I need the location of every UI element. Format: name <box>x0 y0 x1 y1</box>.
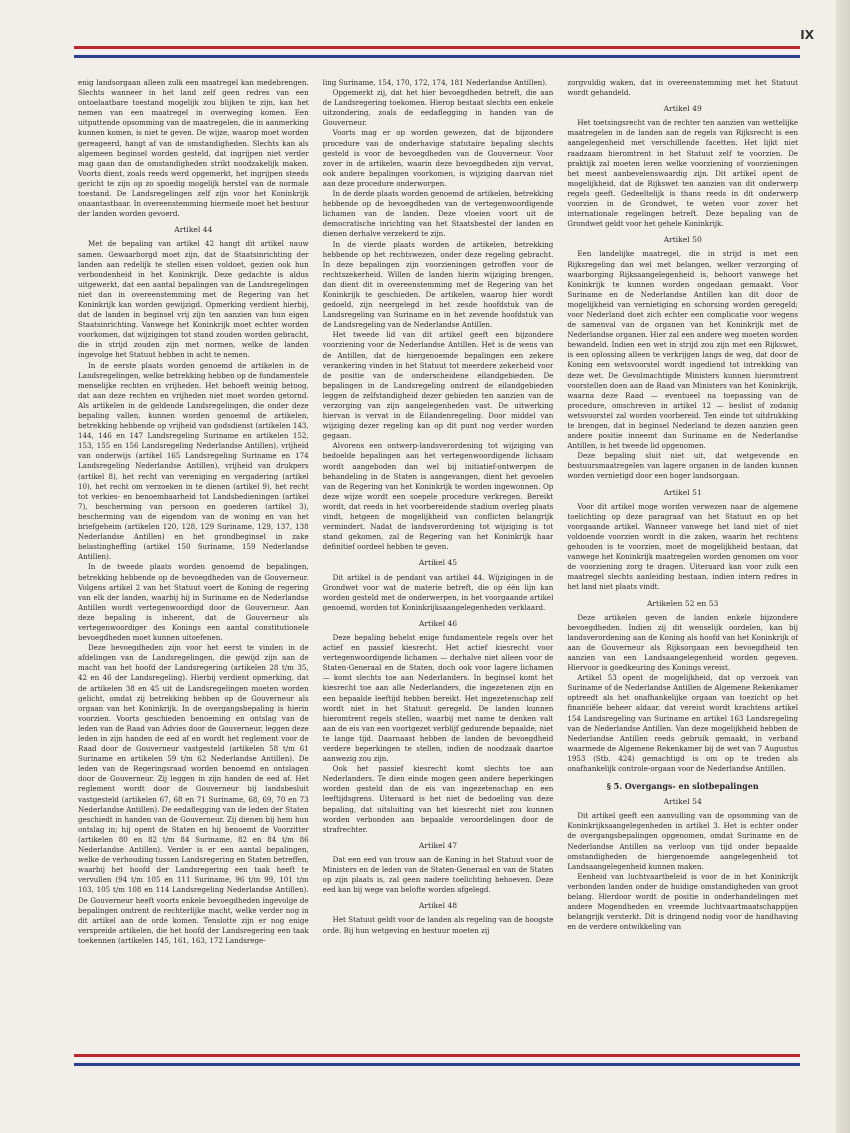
paragraph: Alvorens een ontwerp-landsverordening tot wijziging van bedoelde bepalingen aan het vertegenwoordigende lichaam wordt aangeboden dan wel bij initiatief-ontwerpen de behandeling in de Staten is aangevangen, dient het gevoelen van de Regering van het Koninkrijk te worden ingewonnen. Op deze wijze wordt een soepele procedure verkregen. Bereikt wordt, dat reeds in het voorbereidende stadium overleg plaats vindt, hetgeen de mogelijkheid van conflicten belangrijk vermindert. Nadat de landsverordening tot wijziging is tot stand gekomen, zal de Regering van het Koninkrijk haar definitief oordeel hebben te geven. <box>322 441 554 552</box>
page-edge-shadow <box>836 0 850 1133</box>
paragraph: Dat een eed van trouw aan de Koning in het Statuut voor de Ministers en de leden van de Staten-Generaal en van de Staten op zijn plaats is, zal geen nadere toelichting behoeven. Deze eed kan bij wege van belofte worden afgelegd. <box>322 854 554 895</box>
column-left <box>78 78 309 1050</box>
paragraph: Het Statuut geldt voor de landen als regeling van de hoogste orde. Bij hun wetgeving en bestuur moeten zij <box>322 915 554 935</box>
article-heading: Artikel 54 <box>663 797 702 807</box>
paragraph: Voorts mag er op worden gewezen, dat de bijzondere procedure van de onderhavige statutaire bepaling slechts gesteld is voor de bevoegdheden van de Gouverneur. Voor zover in de artikelen, waarin deze bevoegdheden zijn vervat, ook andere bepalingen voorkomen, is wijziging daarvan niet aan deze procedure onderworpen. <box>322 128 554 188</box>
blue-stripe <box>74 1063 800 1066</box>
article-heading: Artikel 51 <box>663 487 702 497</box>
article-heading: Artikel 45 <box>418 558 458 568</box>
article-heading: Artikel 48 <box>418 901 458 911</box>
paragraph: ling Suriname, 154, 170, 172, 174, 181 Nederlandse Antillen). <box>322 78 548 87</box>
page-number: IX <box>800 28 814 42</box>
paragraph: In de derde plaats worden genoemd de artikelen, betrekking hebbende op de bevoegdheden van de vertegenwoordigende lichamen van de landen. Deze vloeien voort uit de democratische inrichting van het Staatsbestel der landen en dienen derhalve verzekerd te zijn. <box>322 189 554 239</box>
top-tricolor-rule <box>74 46 800 60</box>
paragraph: Het tweede lid van dit artikel geeft een bijzondere voorziening voor de Nederlandse Antillen. Het is de wens van de Antillen, dat de hiergenoemde bepalingen een zekere verankering vinden in het Statuut tot meerdere zekerheid voor de positie van de onderscheidene eilandgebieden. De bepalingen in de Landsregeling omtrent de eilandgebieden leggen de zelfstandigheid dezer gebieden ten aanzien van de verzorging van zijn aangelegenheden vast. De uitwerking hiervan is vervat in de Eilandenregeling. Door middel van wijziging dezer regeling kan op dit punt nog verder worden gegaan. <box>322 330 554 441</box>
paragraph: Artikel 53 opent de mogelijkheid, dat op verzoek van Suriname of de Nederlandse Antillen de Algemene Rekenkamer optreedt als het onafhankelijke orgaan van toezicht op het financiële beheer aldaar, dat vereist wordt krachtens artikel 154 Landsregeling van Suriname en artikel 163 Landsregeling van de Nederlandse Antillen. Van deze mogelijkheid hebben de Nederlandse Antillen reeds gebruik gemaakt, in verband waarmede de Algemene Rekenkamer bij de wet van 7 Augustus 1953 (Stb. 424) gemachtigd is om op te treden als onafhankelijk controle-orgaan voor de Nederlandse Antillen. <box>567 673 799 773</box>
paragraph: enig landsorgaan alleen zulk een maatregel kan medebrengen. Slechts wanneer in het land zelf geen redres van een ontoelaatbare toestand mogelijk zou blijken te zijn, kan het nemen van een maatregel in overweging komen. Een uitputtende opsomming van de maatregelen, die in aanmerking kunnen komen, is niet te geven. De wijze, waarop moet worden gereageerd, hangt af van de omstandigheden. Slechts kan als algemeen beginsel worden gesteld, dat ingrijpen niet verder mag gaan dan de omstandigheden strikt noodzakelijk maken. Voorts dient, zoals reeds werd opgemerkt, het ingrijpen steeds gericht te zijn op zo spoedig mogelijk herstel van de normale toestand. De Landsregelingen zelf zijn voor het Koninkrijk onaantastbaar. In overeenstemming hiermede moet het bestuur der landen worden gevoerd. <box>78 78 309 219</box>
paragraph: Een landelijke maatregel, die in strijd is met een Rijksregeling dan wel met belangen, welker verzorging of waarborging Rijksaangelegenheid is, behoort vanwege het Koninkrijk te kunnen worden ongedaan gemaakt. Voor Suriname en de Nederlandse Antillen kan dit door de mogelijkheid van vernietiging en schorsing worden geregeld; voor Nederland doet zich echter een complicatie voor wegens de samenval van de organen van het Koninkrijk met de Nederlandse organen. Hier zal een andere weg moeten worden bewandeld. Indien een wet in strijd zou zijn met een Rijkswet, is een oplossing alleen te verkrijgen langs de weg, dat door de Koning een wetsvoorstel wordt ingediend tot intrekking van deze wet. De Gevolmachtigde Ministers kunnen hieromtrent voorstellen doen aan de Raad van Ministers van het Koninkrijk, waarna deze Raad — eventueel na toepassing van de procedure, omschreven in artikel 12 — beslist of zodanig wetsvoorstel zal worden voorbereid. Ten einde tot uitdrukking te brengen, dat in beginsel Nederland te dezen aanzien geen andere positie inneemt dan Suriname en de Nederlandse Antillen, is het tweede lid opgenomen. <box>567 249 799 451</box>
paragraph: In de tweede plaats worden genoemd de bepalingen, betrekking hebbende op de bevoegdheden van de Gouverneur. Volgens artikel 2 van het Statuut voert de Koning de regering van elk der landen, waarbij hij in Suriname en de Nederlandse Antillen wordt vertegenwoordigd door de Gouverneur. Aan deze bepaling is inherent, dat de Gouverneur als vertegenwoordiger des Konings een aantal constitutionele bevoegdheden moet kunnen uitoefenen. <box>78 562 309 643</box>
paragraph: zorgvuldig waken, dat in overeenstemming met het Statuut wordt gehandeld. <box>567 78 799 98</box>
red-stripe <box>74 1054 800 1057</box>
section-heading: § 5. Overgangs- en slotbepalingen <box>606 781 759 792</box>
text-columns <box>78 78 798 1050</box>
paragraph: Voor dit artikel moge worden verwezen naar de algemene toelichting op deze paragraaf van het Statuut en op het voorgaande artikel. Wanneer vanwege het land niet of niet voldoende voorzien wordt in die zaken, waarin het rechtens gehouden is te voorzien, moet de mogelijkheid bestaan, dat vanwege het Koninkrijk maatregelen worden genomen om voor de voorziening zorg te dragen. Uiteraard kan voor zulk een maatregel slechts aanleiding bestaan, indien intern redres in het land niet plaats vindt. <box>567 501 799 592</box>
paragraph: Dit artikel is de pendant van artikel 44. Wijzigingen in de Grondwet voor wat de materie betreft, die op één lijn kan worden gesteld met de onderwerpen, in het voorgaande artikel genoemd, worden tot Koninkrijksaangelegenheden verklaard. <box>322 572 554 612</box>
paragraph: Ook het passief kiesrecht komt slechts toe aan Nederlanders. Te dien einde mogen geen andere beperkingen worden gesteld dan de eis van ingezetenschap en een leeftijdsgrens. Uiteraard is het niet de bedoeling van deze bepaling, dat uitsluiting van het kiesrecht niet zou kunnen worden verbonden aan bepaalde veroordelingen door de strafrechter. <box>322 764 554 834</box>
paragraph: Dit artikel geeft een aanvulling van de opsomming van de Koninkrijksaangelegenheden in artikel 3. Het is echter onder de overgangsbepalingen opgenomen, omdat Suriname en de Nederlandse Antillen na verloop van tijd onder bepaalde omstandigheden de hiergenoemde aangelegenheid tot Landsaangelegenheid kunnen maken. <box>567 811 799 871</box>
paragraph: In de vierde plaats worden de artikelen, betrekking hebbende op het rechtswezen, onder deze regeling gebracht. In deze bepalingen zijn voorzieningen getroffen voor de rechtszekerheid. Willen de landen hierin wijziging brengen, dan dient dit in overeenstemming met de Regering van het Koninkrijk te geschieden. De artikelen, waarop hier wordt gedoeld, zijn neergelegd in het zesde hoofdstuk van de Landsregeling van Suriname en in het zevende hoofdstuk van de Landsregeling van de Nederlandse Antillen. <box>322 239 554 330</box>
paragraph: Met de bepaling van artikel 42 hangt dit artikel nauw samen. Gewaarborgd moet zijn, dat de Staatsinrichting der landen aan redelijk te stellen eisen voldoet, gezien ook hun verbondenheid in het Koninkrijk. Deze gedachte is aldus uitgewerkt, dat een aantal bepalingen van de Landsregelingen niet dan in overeenstemming met de Regering van het Koninkrijk kan worden gewijzigd. Opmerking verdient hierbij, dat de landen in beginsel vrij zijn ten aanzien van hun eigen Staatsinrichting. Vanwege het Koninkrijk moet echter worden voorkomen, dat wijzigingen tot stand zouden worden gebracht, die in strijd zouden zijn met normen, welke de landen ingevolge het Statuut hebben in acht te nemen. <box>78 239 309 360</box>
paragraph: In de eerste plaats worden genoemd de artikelen in de Landsregelingen, welke betrekking hebben op de fundamentele menselijke rechten en vrijheden. Het behoeft weinig betoog, dat aan deze rechten en vrijheden niet moet worden getornd. Als artikelen in de geldende Landsregelingen, die onder deze bepaling vallen, kunnen worden genoemd de artikelen, betrekking hebbende op vrijheid van godsdienst (artikelen 143, 144, 146 en 147 Landsregeling Suriname en artikelen 152, 153, 155 en 156 Landsregeling Nederlandse Antillen), vrijheid van onderwijs (artikel 165 Landsregeling Suriname en 174 Landsregeling Nederlandse Antillen), vrijheid van drukpers (artikel 8), het recht van vereniging en vergadering (artikel 10), het recht om verzoeken in te dienen (artikel 9), het recht tot verkies- en benoembaarheid tot Landsbedieningen (artikel 7), bescherming van persoon en goederen (artikel 3), bescherming van de eigendom van de woning en van het briefgeheim (artikelen 120, 128, 129 Suriname, 129, 137, 138 Nederlandse Antillen) en het grondbeginsel in zake belastingheffing (artikel 150 Suriname, 159 Nederlandse Antillen). <box>78 360 309 562</box>
blue-stripe <box>74 55 800 58</box>
paragraph: Deze artikelen geven de landen enkele bijzondere bevoegdheden. Indien zij dit wenselijk oordelen, kan bij landsverordening aan de Koning als hoofd van het Koninkrijk of aan de Gouverneur als Rijksorgaan een bevoegdheid ten aanzien van een Landsaangelegenheid worden gegeven. Hiervoor is goedkeuring des Konings vereist. <box>567 612 799 673</box>
article-heading: Artikel 50 <box>663 235 702 245</box>
article-heading: Artikel 46 <box>418 618 458 628</box>
article-heading: Artikel 47 <box>418 840 458 850</box>
column-right <box>567 78 798 1050</box>
paragraph: Het toetsingsrecht van de rechter ten aanzien van wettelijke maatregelen in de landen aan de regels van Rijksrecht is een aangelegenheid met verschillende facetten. Het lijkt niet raadzaam hieromtrent in het Statuut zelf te voorzien. De praktijk zal moeten leren welke voorziening of voorzieningen het meest aanbevelenswaardig zijn. Dit artikel opent de mogelijkheid, dat de Rijkswet ten aanzien van dit onderwerp regels geeft. Gedeeltelijk is thans reeds in dit onderwerp voorzien in de Grondwet, te weten voor zover het internationale regelingen betreft. Deze bepaling van de Grondwet geldt voor het gehele Koninkrijk. <box>567 118 799 229</box>
article-heading: Artikel 44 <box>174 225 213 235</box>
red-stripe <box>74 46 800 49</box>
article-heading: Artikelen 52 en 53 <box>646 598 719 608</box>
paragraph: Opgemerkt zij, dat het hier bevoegdheden betreft, die aan de Landsregering toekomen. Hierop bestaat slechts een enkele uitzondering, zoals de eedaflegging in handen van de Gouverneur. <box>322 88 554 128</box>
article-heading: Artikel 49 <box>663 104 702 114</box>
column-middle <box>323 78 554 1050</box>
paragraph: Eenheid van luchtvaartbeleid is voor de in het Koninkrijk verbonden landen onder de huidige omstandigheden van groot belang. Hierdoor wordt de positie in onderhandelingen met andere Mogendheden en vreemde luchtvaartmaatschappijen belangrijk versterkt. Dit is dringend nodig voor de handhaving en de verdere ontwikkeling van <box>567 871 799 932</box>
paragraph: Deze bepaling sluit niet uit, dat wetgevende en bestuursmaatregelen van lagere organen in de landen kunnen worden vernietigd door een hoger landsorgaan. <box>567 451 799 481</box>
bottom-tricolor-rule <box>74 1054 800 1068</box>
white-stripe <box>74 1059 800 1061</box>
paragraph: Deze bepaling behelst enige fundamentele regels over het actief en passief kiesrecht. Het actief kiesrecht voor vertegenwoordigende lichamen — derhalve niet alleen voor de Staten-Generaal en de Staten, doch ook voor lagere lichamen — komt slechts toe aan Nederlanders. In beginsel komt het kiesrecht toe aan alle Nederlanders, die ingezetenen zijn en een bepaalde leeftijd hebben bereikt. Het ingezetenschap zelf wordt niet in het Statuut geregeld. De landen kunnen hieromtrent regels stellen, waarbij met name te denken valt aan de eis van een voortgezet verblijf gedurende bepaalde, niet te lange tijd. Daarnaast hebben de landen de bevoegdheid verdere beperkingen te stellen, indien de noodzaak daartoe aanwezig zou zijn. <box>322 632 554 764</box>
white-stripe <box>74 51 800 53</box>
paragraph: Deze bevoegdheden zijn voor het eerst te vinden in de afdelingen van de Landsregelingen, die gewijd zijn aan de macht van het hoofd der Landsregering (artikelen 28 t/m 35, 42 en 46 der Landsregeling). Hierbij verdient opmerking, dat de artikelen 38 en 45 uit de Landsregelingen moeten worden gelicht, omdat zij betrekking hebben op de Gouverneur als orgaan van het Koninkrijk. In de overgangsbepaling is hierin voorzien. Voorts geschieden benoeming en ontslag van de leden van de Raad van Advies door de Gouverneur, leggen deze leden in zijn handen de eed af en wordt het reglement voor de Raad door de Gouverneur vastgesteld (artikelen 58 t/m 61 Suriname en artikelen 59 t/m 62 Nederlandse Antillen). De leden van de Regeringsraad worden benoemd en ontslagen door de Gouverneur. Zij leggen in zijn handen de eed af. Het reglement wordt door de Gouverneur bij landsbesluit vastgesteld (artikelen 67, 68 en 71 Suriname, 68, 69, 70 en 73 Nederlandse Antillen). De eedaflegging van de leden der Staten geschiedt in handen van de Gouverneur. Zij dienen bij hem hun ontslag in; hij opent de Staten en hij benoemt de Voorzitter (artikelen 80 en 82 t/m 84 Suriname, 82 en 84 t/m 86 Nederlandse Antillen). Verder is er een aantal bepalingen, welke de verhouding tussen Landsregering en Staten betreffen, waarbij het hoofd der Landsregering een taak heeft te vervullen (94 t/m 105 en 111 Suriname, 96 t/m 99, 101 t/m 103, 105 t/m 108 en 114 Landsregeling Nederlandse Antillen). De Gouverneur heeft voorts enkele bevoegdheden ingevolge de bepalingen omtrent de rechterlijke macht, welke verder nog in dit artikel aan de orde komen. Tenslotte zijn er nog enige verspreide artikelen, die het hoofd der Landsregering een taak toekennen (artikelen 145, 161, 163, 172 Landsrege- <box>78 643 309 945</box>
